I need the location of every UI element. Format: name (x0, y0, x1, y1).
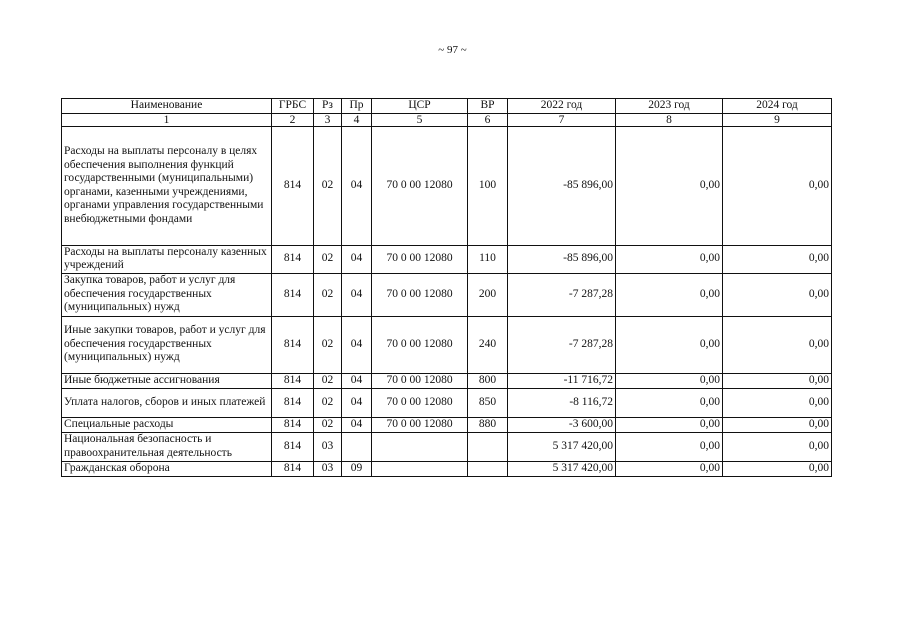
row-2022: -85 896,00 (508, 245, 616, 273)
row-rz: 02 (314, 316, 342, 373)
row-2022: 5 317 420,00 (508, 461, 616, 476)
row-grbs: 814 (272, 273, 314, 316)
row-grbs: 814 (272, 316, 314, 373)
row-vr (468, 432, 508, 461)
row-2023: 0,00 (616, 126, 723, 245)
row-rz: 02 (314, 126, 342, 245)
row-csr: 70 0 00 12080 (372, 417, 468, 432)
header-cell-name: Наименование (62, 99, 272, 114)
row-csr: 70 0 00 12080 (372, 245, 468, 273)
header-cell-csr: ЦСР (372, 99, 468, 114)
row-2023: 0,00 (616, 316, 723, 373)
page-number: ~ 97 ~ (438, 44, 467, 56)
row-pr: 04 (342, 316, 372, 373)
table-row (62, 316, 832, 373)
column-number: 8 (616, 113, 723, 126)
row-2024: 0,00 (723, 461, 832, 476)
row-rz: 02 (314, 373, 342, 388)
column-number-row (62, 113, 832, 126)
row-csr (372, 461, 468, 476)
row-2023: 0,00 (616, 373, 723, 388)
row-2024: 0,00 (723, 432, 832, 461)
row-grbs: 814 (272, 126, 314, 245)
row-csr: 70 0 00 12080 (372, 126, 468, 245)
row-grbs: 814 (272, 417, 314, 432)
row-pr: 04 (342, 388, 372, 417)
row-name: Специальные расходы (62, 417, 272, 432)
column-number: 2 (272, 113, 314, 126)
row-2023: 0,00 (616, 388, 723, 417)
column-number: 1 (62, 113, 272, 126)
row-vr: 240 (468, 316, 508, 373)
row-vr: 100 (468, 126, 508, 245)
row-name: Расходы на выплаты персоналу казенных учреждений (62, 245, 272, 273)
row-grbs: 814 (272, 245, 314, 273)
table-row (62, 126, 832, 245)
row-name: Иные бюджетные ассигнования (62, 373, 272, 388)
row-2023: 0,00 (616, 461, 723, 476)
row-2022: -11 716,72 (508, 373, 616, 388)
row-rz: 02 (314, 388, 342, 417)
column-number: 5 (372, 113, 468, 126)
row-csr: 70 0 00 12080 (372, 373, 468, 388)
row-2024: 0,00 (723, 316, 832, 373)
row-vr: 200 (468, 273, 508, 316)
row-2023: 0,00 (616, 417, 723, 432)
row-csr: 70 0 00 12080 (372, 316, 468, 373)
row-2024: 0,00 (723, 373, 832, 388)
row-vr: 800 (468, 373, 508, 388)
row-grbs: 814 (272, 388, 314, 417)
row-grbs: 814 (272, 461, 314, 476)
row-2024: 0,00 (723, 273, 832, 316)
row-pr (342, 432, 372, 461)
budget-table (61, 98, 832, 477)
row-vr: 880 (468, 417, 508, 432)
column-number: 9 (723, 113, 832, 126)
row-2022: -3 600,00 (508, 417, 616, 432)
row-pr: 04 (342, 126, 372, 245)
table-row (62, 273, 832, 316)
header-row (62, 99, 832, 114)
row-name: Закупка товаров, работ и услуг для обеспечения государственных (муниципальных) нужд (62, 273, 272, 316)
table-row (62, 432, 832, 461)
row-csr (372, 432, 468, 461)
row-2024: 0,00 (723, 245, 832, 273)
row-vr: 850 (468, 388, 508, 417)
row-2023: 0,00 (616, 432, 723, 461)
row-rz: 02 (314, 245, 342, 273)
row-2022: 5 317 420,00 (508, 432, 616, 461)
row-rz: 03 (314, 432, 342, 461)
table-row (62, 461, 832, 476)
row-pr: 09 (342, 461, 372, 476)
row-grbs: 814 (272, 432, 314, 461)
row-2024: 0,00 (723, 126, 832, 245)
row-2023: 0,00 (616, 245, 723, 273)
row-rz: 03 (314, 461, 342, 476)
row-pr: 04 (342, 273, 372, 316)
row-name: Национальная безопасность и правоохранительная деятельность (62, 432, 272, 461)
row-name: Гражданская оборона (62, 461, 272, 476)
table-row (62, 417, 832, 432)
row-pr: 04 (342, 245, 372, 273)
row-vr (468, 461, 508, 476)
header-cell-grbs: ГРБС (272, 99, 314, 114)
column-number: 4 (342, 113, 372, 126)
row-2022: -7 287,28 (508, 273, 616, 316)
row-2022: -7 287,28 (508, 316, 616, 373)
row-2024: 0,00 (723, 417, 832, 432)
column-number: 6 (468, 113, 508, 126)
header-cell-2024: 2024 год (723, 99, 832, 114)
row-name: Уплата налогов, сборов и иных платежей (62, 388, 272, 417)
column-number: 7 (508, 113, 616, 126)
table-row (62, 245, 832, 273)
row-2022: -85 896,00 (508, 126, 616, 245)
row-pr: 04 (342, 373, 372, 388)
row-csr: 70 0 00 12080 (372, 273, 468, 316)
row-vr: 110 (468, 245, 508, 273)
row-2022: -8 116,72 (508, 388, 616, 417)
row-rz: 02 (314, 273, 342, 316)
header-cell-vr: ВР (468, 99, 508, 114)
header-cell-rz: Рз (314, 99, 342, 114)
header-cell-2023: 2023 год (616, 99, 723, 114)
header-cell-2022: 2022 год (508, 99, 616, 114)
row-2024: 0,00 (723, 388, 832, 417)
header-cell-pr: Пр (342, 99, 372, 114)
table-row (62, 373, 832, 388)
row-csr: 70 0 00 12080 (372, 388, 468, 417)
row-grbs: 814 (272, 373, 314, 388)
table-row (62, 388, 832, 417)
row-name: Иные закупки товаров, работ и услуг для обеспечения государственных (муниципальных) нужд (62, 316, 272, 373)
column-number: 3 (314, 113, 342, 126)
row-rz: 02 (314, 417, 342, 432)
row-name: Расходы на выплаты персоналу в целях обеспечения выполнения функций государственными (муниципальными) органами, казенными учреждениями, органами управления государственными внебюджетными фондами (62, 126, 272, 245)
row-pr: 04 (342, 417, 372, 432)
row-2023: 0,00 (616, 273, 723, 316)
